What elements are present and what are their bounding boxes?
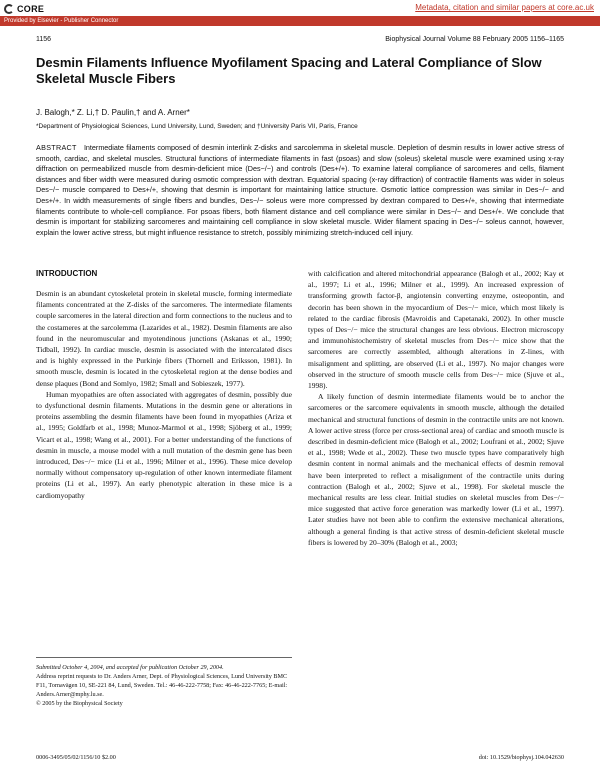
footnote <box>36 657 292 708</box>
body-paragraph: A likely function of desmin intermediate filaments would be to anchor the sarcomeres or the sarcomere equivalents in smooth muscle, although the detailed mechanical and structural functions of desmin in the contractile units are not known. A lower active stress (force per cross-sectional area) of cardiac and smooth muscle is described in desmin-deficient mice (Balogh et al., 2002; Loufrani et al., 2002; Sjuve et al., 1998; Wede et al., 2002). These two muscle types have comparatively high desmin content in normal animals and the mechanical effects of desmin removal have been interpreted to reflect a misalignment of the contractile units during contraction (Balogh et al., 2002; Sjuve et al., 1998). For skeletal muscle the mechanical results are less clear. Initial studies on skeletal muscles from Des−/− mice suggested that active force generation was markedly lower (Li et al., 1997). Later studies have not been able to confirm the extensive mechanical alterations, although a general finding is that active stress of desmin-deficient skeletal muscle fibers is lowered by 20–30% (Balogh et al., 2003; <box>308 392 564 547</box>
core-logo-icon <box>4 4 14 14</box>
provided-by-bar <box>0 16 600 26</box>
submission-dates: Submitted October 4, 2004, and accepted for publication October 29, 2004. <box>36 664 224 671</box>
left-column <box>36 268 292 501</box>
body-paragraph: with calcification and altered mitochondrial appearance (Balogh et al., 2002; Kay et al., 1997; Li et al., 1996; Milner et al., 1999). An increased expression of transforming growth factor-β, angiotensin converting enzyme, osteopontin, and decorin has been shown in the myocardium of Des−/− mice, which most likely is related to the cardiac fibrosis (Mavroidis and Capetanaki, 2002). In other muscle types of Des−/− mice the structural changes are less obvious. Electron microscopy and immunohistochemistry of skeletal muscles from Des−/− mice show that the sarcomeres are correctly assembled, although alterations in Z-lines, with misalignment and splitting, are observed (Li et al., 1997). No major changes were observed in the structure of smooth muscle cells from Des−/− mice (Sjuve et al., 1998). <box>308 269 564 391</box>
body-paragraph: Human myopathies are often associated with aggregates of desmin, possibly due to dysfunctional desmin filaments. Mutations in the desmin gene or alterations in proteins assembling the desmin filaments have been found in myopathies (Ariza et al., 1995; Goldfarb et al., 1998; Munoz-Marmol et al., 1998; Sjöberg et al., 1999; Vicart et al., 1998; Wang et al., 2001). For a better understanding of the functions of desmin in muscle, a mouse model with a null mutation of the desmin gene has been introduced, Des−/− mice (Li et al., 1996; Milner et al., 1996). These mice develop normally without compensatory up-regulation of other known intermediate filament proteins (Li et al., 1997). An early phenotypic alteration in these mice is a cardiomyopathy <box>36 389 292 500</box>
doi: doi: 10.1529/biophysj.104.042630 <box>478 754 564 761</box>
provided-by-text: Provided by Elsevier - Publisher Connector <box>4 18 119 24</box>
author-list: J. Balogh,* Z. Li,† D. Paulin,† and A. Arner* <box>36 108 190 117</box>
journal-reference: Biophysical Journal Volume 88 February 2005 1156–1165 <box>385 36 564 43</box>
introduction-heading: INTRODUCTION <box>36 269 98 278</box>
core-metadata-link[interactable]: Metadata, citation and similar papers at core.ac.uk <box>415 3 594 12</box>
article-title: Desmin Filaments Influence Myofilament Spacing and Lateral Compliance of Slow Skeletal Muscle Fibers <box>36 55 542 86</box>
author-affiliation: *Department of Physiological Sciences, Lund University, Lund, Sweden; and †University Paris VII, Paris, France <box>36 123 358 130</box>
issn-price: 0006-3495/05/02/1156/10 $2.00 <box>36 754 116 761</box>
core-logo[interactable] <box>4 2 44 16</box>
page-number: 1156 <box>36 36 52 43</box>
reprint-address: Address reprint requests to Dr. Anders Arner, Dept. of Physiological Sciences, Lund University BMC F11, Tornavägen 10, SE-221 84, Lund, Sweden. Tel.: 46-46-222-7758; Fax: 46-46-222-7765; E-mail: Anders.Arner@mphy.lu.se. <box>36 673 288 698</box>
abstract <box>36 143 564 238</box>
copyright-notice: © 2005 by the Biophysical Society <box>36 700 123 707</box>
right-column <box>308 268 564 548</box>
body-paragraph: Desmin is an abundant cytoskeletal protein in skeletal muscle, forming intermediate filaments concentrated at the Z-disks of the sarcomeres. The intermediate filaments couple sarcomeres in the lateral direction and form connections to the nucleus and to the costameres at the sarcolemma (Lazarides et al., 1982). Desmin filaments are also found in the neuromuscular and myotendinous junctions (Askanas et al., 1990; Tidball, 1992). In cardiac muscle, desmin is associated with the intercalated discs and is highly expressed in the Purkinje fibers (Thornell and Eriksson, 1981). In smooth muscle, desmin is located in the cytoskeletal region at the dense bodies and dense plaques (Bond and Somlyo, 1982; Small and Sobieszek, 1977). <box>36 289 292 388</box>
core-banner <box>0 0 600 26</box>
core-logo-text: CORE <box>17 4 45 14</box>
abstract-label: ABSTRACT <box>36 143 77 152</box>
abstract-text: Intermediate filaments composed of desmin interlink Z-disks and sarcolemma in skeletal muscle. Depletion of desmin results in lower active stress of smooth, cardiac, and skeletal muscles. Structural functions of intermediate filaments in fast (psoas) and slow (soleus) skeletal muscle were examined using x-ray diffraction on permeabilized muscle from desmin-deficient mice (Des−/−) and controls (Des+/+). To examine lateral compliance of sarcomeres and cells, filament distances and fiber width were measured during osmotic compression with dextran. Equatorial spacing (x-ray diffraction) of contractile filaments was wider in soleus Des−/− muscle compared to Des+/+, showing that desmin is important for maintaining lattice structure. Osmotic lattice compression was similar in Des−/− and Des+/+. In width measurements of single fibers and bundles, Des−/− soleus were more compressed by dextran compared to Des+/+, showing that intermediate filaments contribute to whole-cell compliance. For psoas fibers, both filament distance and cell compliance were similar in Des−/− and Des+/+. We conclude that desmin is important for stabilizing sarcomeres and maintaining cell compliance in slow skeletal muscle. Wider filament spacing in Des−/− soleus cannot, however, explain the lower active stress, but might influence resistance to stretch, possibly minimizing stretch-induced cell injury. <box>36 143 564 237</box>
